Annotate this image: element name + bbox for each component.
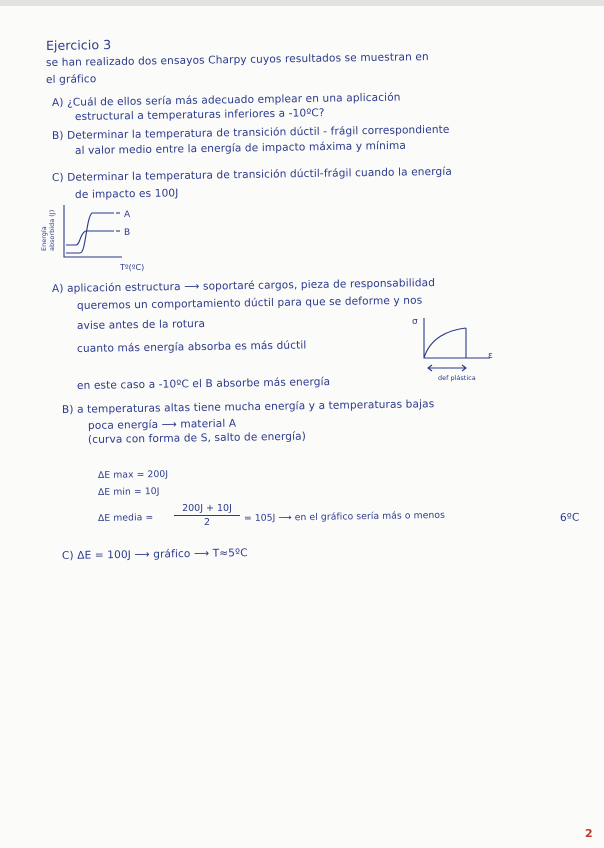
question-c-line-2: de impacto es 100J [74, 187, 179, 201]
intro-line-1: se han realizado dos ensayos Charpy cuyos resultados se muestran en [45, 50, 429, 69]
emax-value: = 200J [136, 468, 169, 481]
sigma-label: σ [412, 317, 418, 327]
emin-value: = 10J [133, 486, 160, 498]
answer-b-line-2: poca energía ⟶ material A [87, 417, 237, 432]
answer-a-line-2: queremos un comportamiento dúctil para que se deforme y nos [76, 294, 423, 312]
stress-strain-curve [424, 328, 466, 358]
x-axis-label: Tº(ºC) [120, 263, 145, 272]
stress-strain-axes [424, 318, 490, 358]
page-number: 2 [585, 827, 593, 840]
emin-label: ΔE min [97, 486, 132, 498]
question-a-line-1: A) ¿Cuál de ellos sería más adecuado emplear en una aplicación [51, 91, 401, 109]
question-b-line-2: al valor medio entre la energía de impacto máxima y mínima [74, 139, 407, 157]
y-axis-label-2: absorbida (J) [48, 209, 56, 251]
question-b-line-1: B) Determinar la temperatura de transición dúctil - frágil correspondiente [51, 123, 450, 142]
answer-a-line-4: cuanto más energía absorba es más dúctil [76, 339, 307, 355]
emax-label: ΔE max [97, 469, 134, 481]
fraction-numerator: 200J + 10J [182, 503, 232, 514]
fraction-denominator: 2 [203, 517, 211, 528]
emedia-label: ΔE media = [97, 512, 154, 524]
answer-c: C) ΔE = 100J ⟶ gráfico ⟶ T≈5ºC [61, 547, 248, 562]
emax-row [98, 469, 168, 482]
question-c-line-1: C) Determinar la temperatura de transición dúctil-frágil cuando la energía [51, 165, 453, 184]
stress-strain-sketch [404, 314, 504, 386]
answer-a-line-3: avise antes de la rotura [76, 317, 206, 332]
answer-a-line-1: A) aplicación estructura ⟶ soportaré cargos, pieza de responsabilidad [51, 276, 436, 295]
emedia-temperature: 6ºC [559, 511, 580, 524]
curve-b-label: B [124, 228, 131, 238]
emedia-result: = 105J ⟶ en el gráfico sería más o menos [243, 509, 446, 524]
curve-a [66, 213, 114, 253]
fraction [174, 503, 240, 528]
charpy-sketch [30, 193, 170, 275]
epsilon-label: ε [488, 351, 493, 361]
answer-b-line-1: B) a temperaturas altas tiene mucha energía y a temperaturas bajas [61, 398, 435, 416]
fraction-bar [174, 515, 240, 516]
curve-a-label: A [124, 210, 131, 220]
emin-row [98, 486, 160, 499]
plastic-def-label: def plástica [438, 374, 476, 382]
y-axis-label-1: Energía [40, 226, 48, 251]
answer-b-line-3: (curva con forma de S, salto de energía) [87, 430, 307, 446]
exercise-title: Ejercicio 3 [45, 36, 112, 53]
top-edge-strip [0, 0, 604, 6]
answer-a-line-5: en este caso a -10ºC el B absorbe más energía [76, 376, 331, 392]
question-a-line-2: estructural a temperaturas inferiores a -10ºC? [74, 107, 325, 123]
intro-line-2: el gráfico [45, 73, 97, 86]
curve-b [66, 231, 114, 245]
